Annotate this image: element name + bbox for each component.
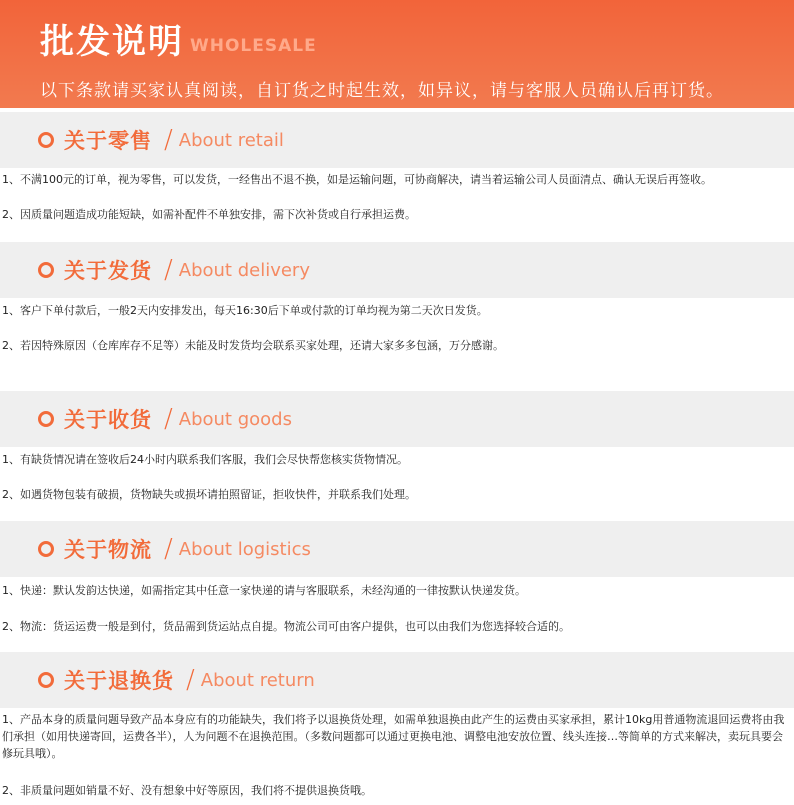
section-title-cn: 关于零售: [64, 129, 152, 153]
section-title-cn: 关于收货: [64, 408, 152, 432]
header-banner: [0, 0, 794, 108]
circle-bullet-icon: [38, 411, 54, 427]
list-item: 2、非质量问题如销量不好、没有想象中好等原因，我们将不提供退换货哦。: [2, 784, 372, 797]
slash-divider: /: [186, 665, 195, 695]
banner-title-row: [40, 22, 317, 62]
section-title-en: About delivery: [178, 259, 310, 281]
section-title-cn: 关于退换货: [64, 669, 174, 693]
page-title: 批发说明: [40, 22, 184, 62]
slash-divider: /: [164, 534, 173, 564]
section-header-return: [0, 652, 794, 708]
page-title-en: WHOLESALE: [190, 36, 317, 56]
list-item: 1、不满100元的订单，视为零售，可以发货，一经售出不退不换，如是运输问题，可协商解决，请当着运输公司人员面清点、确认无误后再签收。: [2, 173, 712, 186]
slash-divider: /: [164, 404, 173, 434]
slash-divider: /: [164, 125, 173, 155]
list-item: 2、若因特殊原因（仓库库存不足等）未能及时发货均会联系买家处理，还请大家多多包涵，万分感谢。: [2, 339, 504, 352]
list-item: 1、客户下单付款后，一般2天内安排发出，每天16:30后下单或付款的订单均视为第二天次日发货。: [2, 304, 488, 317]
section-title-en: About logistics: [178, 538, 311, 560]
section-header-goods: [0, 391, 794, 447]
list-item: 1、快递：默认发韵达快递，如需指定其中任意一家快递的请与客服联系，未经沟通的一律按默认快递发货。: [2, 584, 526, 597]
list-item: 2、物流：货运运费一般是到付，货品需到货运站点自提。物流公司可由客户提供，也可以由我们为您选择较合适的。: [2, 620, 570, 633]
list-item: 2、如遇货物包装有破损，货物缺失或损坏请拍照留证，拒收快件，并联系我们处理。: [2, 488, 416, 501]
section-title-en: About goods: [178, 408, 292, 430]
section-header-delivery: [0, 242, 794, 298]
circle-bullet-icon: [38, 132, 54, 148]
section-title-cn: 关于物流: [64, 538, 152, 562]
slash-divider: /: [164, 255, 173, 285]
section-title-en: About retail: [178, 129, 284, 151]
section-title-en: About return: [200, 669, 315, 691]
list-item: 2、因质量问题造成功能短缺，如需补配件不单独安排，需下次补货或自行承担运费。: [2, 208, 416, 221]
list-item: 1、产品本身的质量问题导致产品本身应有的功能缺失，我们将予以退换货处理，如需单独退换由此产生的运费由买家承担，累计10kg用普通物流退回运费将由我们承担（如用快递寄回，运费各半），人为问题不在退换范围。（多数问题都可以通过更换电池、调整电池安放位置、线头连接…等简单的方式来解决，卖玩具要会修玩具哦）。: [2, 713, 785, 760]
circle-bullet-icon: [38, 262, 54, 278]
list-item: 1、有缺货情况请在签收后24小时内联系我们客服，我们会尽快帮您核实货物情况。: [2, 453, 408, 466]
section-header-retail: [0, 112, 794, 168]
section-title-cn: 关于发货: [64, 259, 152, 283]
banner-subtitle: 以下条款请买家认真阅读，自订货之时起生效，如异议，请与客服人员确认后再订货。: [40, 81, 724, 101]
section-header-logistics: [0, 521, 794, 577]
circle-bullet-icon: [38, 541, 54, 557]
circle-bullet-icon: [38, 672, 54, 688]
